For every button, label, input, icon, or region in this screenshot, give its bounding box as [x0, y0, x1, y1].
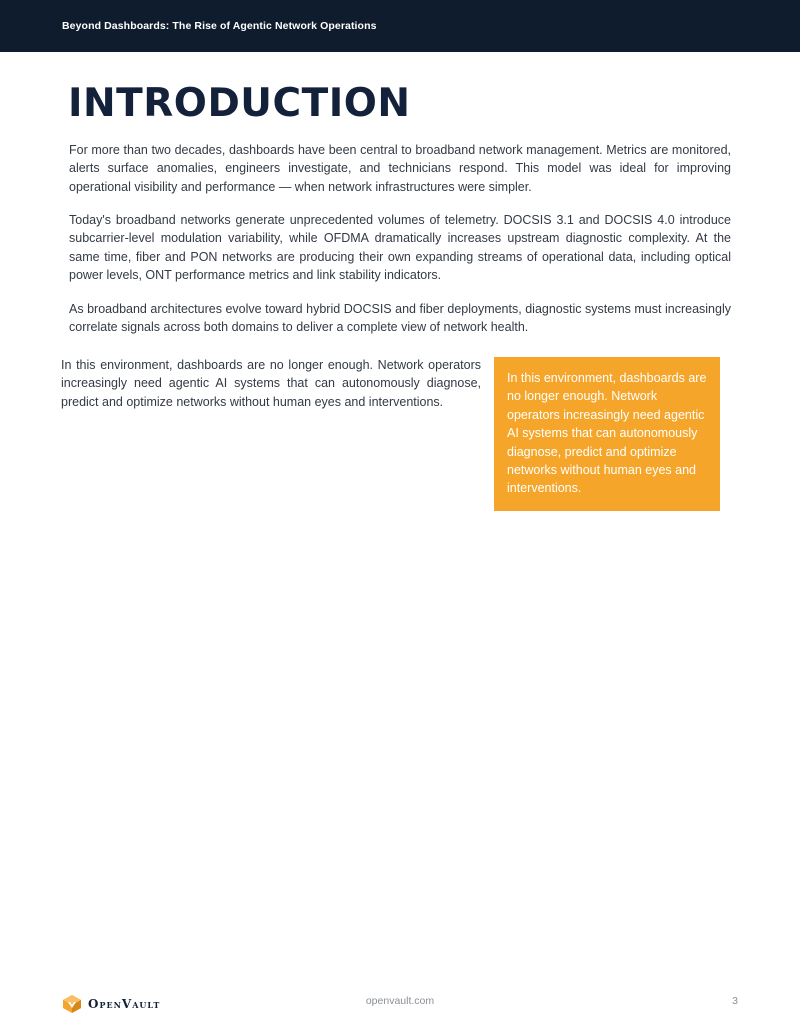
logo-wordmark: OpenVault: [88, 997, 161, 1011]
pull-quote-callout: [494, 357, 720, 511]
document-title: Beyond Dashboards: The Rise of Agentic Network Operations: [62, 20, 377, 32]
intro-paragraph-3: As broadband architectures evolve toward hybrid DOCSIS and fiber deployments, diagnostic systems must increasingly correlate signals across both domains to deliver a complete view of network health.: [69, 302, 731, 335]
intro-paragraph-4: In this environment, dashboards are no longer enough. Network operators increasingly need agentic AI systems that can autonomously diagnose, predict and optimize networks without human eyes and interventions.: [61, 358, 481, 409]
page-number: 3: [732, 995, 738, 1007]
intro-paragraph-2: Today's broadband networks generate unprecedented volumes of telemetry. DOCSIS 3.1 and DOCSIS 4.0 introduce subcarrier-level modulation variability, while OFDMA dramatically increases upstream diagnostic complexity. At the same time, fiber and PON networks are producing their own expanding streams of operational data, including optical power levels, ONT performance metrics and link stability indicators.: [69, 213, 731, 282]
footer-url: openvault.com: [365, 995, 435, 1007]
section-heading: INTRODUCTION: [68, 81, 411, 126]
intro-paragraph-1: For more than two decades, dashboards have been central to broadband network management. Metrics are monitored, alerts surface anomalies, engineers investigate, and technicians respond. This model was ideal for improving operational visibility and performance — when network infrastructures were simpler.: [69, 143, 731, 194]
pull-quote-text: In this environment, dashboards are no longer enough. Network operators increasingly need agentic AI systems that can autonomously diagnose, predict and optimize networks without human eyes and interventions.: [507, 371, 707, 496]
header-bar: [0, 0, 800, 52]
